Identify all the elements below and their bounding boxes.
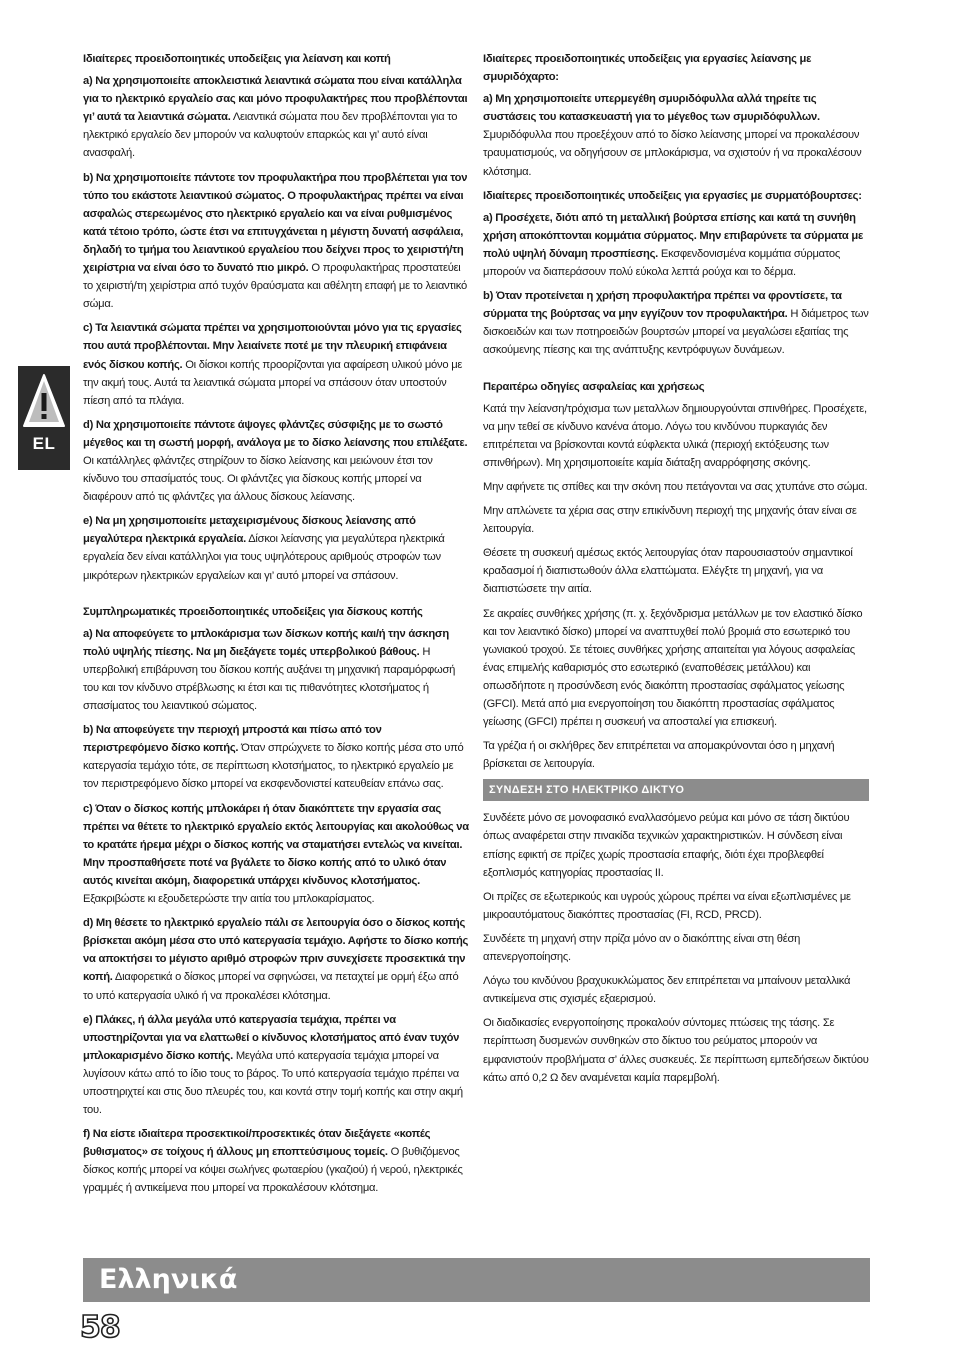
- section-heading: Περαιτέρω οδηγίες ασφαλείας και χρήσεως: [483, 380, 705, 393]
- instruction-item: c) Όταν ο δίσκος κοπής μπλοκάρει ή όταν διακόπτετε την εργασία σας πρέπει να θέτετε το ηλεκτρικό εργαλείο εκτός λειτουργίας και ακολούθως να το κρατάτε ήρεμα μέχρι ο δίσκος κοπής να σταματήσει εντελώς να κινείται. Μην προσπαθήσετε ποτέ να βγάλετε το δίσκο κοπής από το υλικό όταν αυτός κινείται ακόμη, διαφορετικά υπάρχει κίνδυνος κλοτσήματος. Εξακριβώστε κι εξουδετερώστε την αιτία του μπλοκαρίσματος.: [83, 802, 469, 906]
- instruction-item: a) Προσέχετε, διότι από τη μεταλλική βούρτσα επίσης και κατά τη συνήθη χρήση αποκόπτονται κομμάτια σύρματος. Μην επιβαρύνετε τα σύρματα με πολύ υψηλή δύναμη προσπίεσης. Εκσφενδονισμένα κομμάτια σύρματος μπορούν να διαπεράσουν πολύ εύκολα λεπτά ρούχα και το δέρμα.: [483, 211, 864, 279]
- paragraph: Συνδέετε τη μηχανή στην πρίζα μόνο αν ο διακόπτης είναι στη θέση απενεργοποίησης.: [483, 932, 801, 964]
- instruction-item: b) Να χρησιμοποιείτε πάντοτε τον προφυλακτήρα που προβλέπεται για τον τύπο του εκάστοτε λειαντικού σώματος. Ο προφυλακτήρας πρέπει να είναι ασφαλώς στερεωμένος στο ηλεκτρικό εργαλείο και να είναι ρυθμισμένος κατά τέτοιο τρόπο, ώστε έτσι να επιτυγχάνεται η μέγιστη δυνατή ασφάλεια, δηλαδή το τμήμα του λειαντικού εργαλείου που δείχνει προς το χειριστή/τη χειρίστρια να είναι όσο το δυνατό πιο μικρό. Ο προφυλακτήρας προστατεύει το χειριστή/τη χειρίστρια από τυχόν θραύσματα και αθέλητη επαφή με το λειαντικό σώμα.: [83, 171, 468, 311]
- right-column: [483, 50, 869, 1093]
- language-code: EL: [32, 434, 56, 453]
- instruction-item: e) Πλάκες, ή άλλα μεγάλα υπό κατεργασία τεμάχια, πρέπει να υποστηρίζονται για να ελαττωθεί ο κίνδυνος κλοτσήματος από έναν τυχόν μπλοκαρισμένο δίσκο κοπής. Μεγάλα υπό κατεργασία τεμάχια μπορεί να λυγίσουν κάτω από το ίδιο τους το βάρος. Το υπό κατεργασία τεμάχιο πρέπει να υποστηριχτεί και στις δυο πλευρές του, και κοντά στην τομή κοπής και στην ακμή του.: [83, 1013, 463, 1117]
- paragraph: Μην απλώνετε τα χέρια σας στην επικίνδυνη περιοχή της μηχανής όταν είναι σε λειτουργία.: [483, 505, 857, 536]
- section-heading: Ιδιαίτερες προειδοποιητικές υποδείξεις για εργασίες λείανσης με σμυριδόχαρτο:: [483, 53, 812, 84]
- instruction-item: d) Να χρησιμοποιείτε πάντοτε άψογες φλάντζες σύσφιξης με το σωστό μέγεθος και τη σωστή μορφή, ανάλογα με το δίσκο λείανσης που επιλέξατε. Οι κατάλληλες φλάντζες στηρίζουν το δίσκο λείανσης και μειώνουν έτσι τον κίνδυνο του σπασίματός τους. Οι φλάντζες για δίσκους κοπής μπορεί να διαφέρουν από τις φλάντζες για άλλους δίσκους λείανσης.: [83, 418, 468, 504]
- left-column: [83, 50, 469, 1204]
- paragraph: Κατά την λείανση/τρόχισμα των μεταλλων δημιουργούνται σπινθήρες. Προσέχετε, να μην τεθεί σε κίνδυνο κανένα άτομο. Λόγω του κινδύνου πυρκαγιάς δεν επιτρέπεται να βρίσκονται κοντά εύφλεκτα υλικά (περιοχή εκτόξευσης των σπινθήρων). Μη χρησιμοποιείτε καμία διάταξη αναρρόφησης σκόνης.: [483, 402, 867, 469]
- paragraph: Οι πρίζες σε εξωτερικούς και υγρούς χώρους πρέπει να είναι εξωπλισμένες με μικροαυτόματους διακόπτες προστασίας (FI, RCD, PRCD).: [483, 890, 851, 921]
- warning-icon: [22, 372, 66, 428]
- language-title: Ελληνικά: [99, 1264, 238, 1295]
- section-heading: Ιδιαίτερες προειδοποιητικές υποδείξεις για λείανση και κοπή: [83, 53, 391, 65]
- section-heading: Συμπληρωματικές προειδοποιητικές υποδείξεις για δίσκους κοπής: [83, 605, 423, 618]
- paragraph: Λόγω του κινδύνου βραχυκυκλώματος δεν επιτρέπεται να μπαίνουν μεταλλικά αντικείμενα στις σχισμές εξαερισμού.: [483, 975, 851, 1006]
- paragraph: Μην αφήνετε τις σπίθες και την σκόνη που πετάγονται να σας χτυπάνε στο σώμα.: [483, 480, 868, 493]
- instruction-item: f) Να είστε ιδιαίτερα προσεκτικοί/προσεκτικές όταν διεξάγετε «κοπές βυθισματος» σε τοίχους ή άλλους μη εποπτεύσιμους τομείς. Ο βυθιζόμενος δίσκος κοπής μπορεί να κόψει σωλήνες φωταερίου (γκαζιού) ή νερού, ηλεκτρικές γραμμές ή αντικείμενα που μπορεί να προκαλέσουν κλότσημα.: [83, 1128, 463, 1195]
- paragraph: Σε ακραίες συνθήκες χρήσης (π. χ. ξεχόνδρισμα μετάλλων με τον ελαστικό δίσκο και τον λειαντικό δίσκο) μπορεί να αναπτυχθεί πολύ βρομιά στο εσωτερικό του γωνιακού τροχού. Σε τέτοιες συνθήκες χρήσης απαιτείται για λόγους ασφαλείας ένας επιμελής καθαρισμός στο εσωτερικό (εναποθέσεις μετάλλου) και οπωσδήποτε η προσύνδεση ενός διακόπτη προστασίας σφάλματος γείωσης (GFCI). Μετά από μια ενεργοποίηση του διακόπτη προστασίας σφάλματος γείωσης (GFCI) πρέπει η συσκευή να αποσταλεί για επισκευή.: [483, 607, 863, 729]
- instruction-item: a) Να χρησιμοποιείτε αποκλειστικά λειαντικά σώματα που είναι κατάλληλα για το ηλεκτρικό εργαλείο σας και μόνο προφυλακτήρες που προβλέπονται γι’ αυτά τα λειαντικά σώματα. Λειαντικά σώματα που δεν προβλέπονται για το ηλεκτρικό εργαλείο δεν μπορούν να καλυφτούν επαρκώς και γι’ αυτό είναι ανασφαλή.: [83, 75, 468, 160]
- section-heading: Ιδιαίτερες προειδοποιητικές υποδείξεις για εργασίες με συρματόβουρτσες:: [483, 189, 862, 202]
- instruction-item: a) Μη χρησιμοποιείτε υπερμεγέθη σμυριδόφυλλα αλλά τηρείτε τις συστάσεις του κατασκευαστή για το μέγεθος των σμυριδόφυλλων. Σμυριδόφυλλα που προεξέχουν από το δίσκο λείανσης μπορεί να προκαλέσουν τραυματισμούς, να οδηγήσουν σε μπλοκάρισμα, να σχιστούν ή να προκαλέσουν κλότσημα.: [483, 93, 862, 178]
- instruction-item: b) Να αποφεύγετε την περιοχή μπροστά και πίσω από τον περιστρεφόμενο δίσκο κοπής. Όταν σπρώχνετε το δίσκο κοπής μέσα στο υπό κατεργασία τεμάχιο τότε, σε περίπτωση κλοτσήματος, το ηλεκτρικό εργαλείο με τον περιστρεφόμενο δίσκο μπορεί να εκσφενδονιστεί κατευθείαν επάνω σας.: [83, 724, 464, 791]
- paragraph: Οι διαδικασίες ενεργοποίησης προκαλούν σύντομες πτώσεις της τάσης. Σε περίπτωση δυσμενών συνθηκών στο δίκτυο του ρεύματος μπορούν να εμφανιστούν προβλήματα σ’ άλλες συσκευές. Σε περίπτωση εμπεδήσεων δικτύου κάτω από 0,2 Ω δεν αναμένεται καμία παρεμβολή.: [483, 1017, 869, 1084]
- side-language-tab: [18, 366, 70, 470]
- language-footer-bar: [83, 1258, 870, 1302]
- instruction-item: d) Μη θέσετε το ηλεκτρικό εργαλείο πάλι σε λειτουργία όσο ο δίσκος κοπής βρίσκεται ακόμη μέσα στο υπό κατεργασία τεμάχιο. Αφήστε το δίσκο κοπής να αποκτήσει το μέγιστο αριθμό στροφών πριν συνεχίσετε προσεκτικά την κοπή. Διαφορετικά ο δίσκος μπορεί να σφηνώσει, να πεταχτεί με ορμή έξω από το υπό κατεργασία υλικό ή να προκαλέσει κλότσημα.: [83, 917, 469, 1002]
- instruction-item: a) Να αποφεύγετε το μπλοκάρισμα των δίσκων κοπής και/ή την άσκηση πολύ υψηλής πίεσης. Να μη διεξάγετε τομές υπερβολικού βάθους. Η υπερβολική επιβάρυνση του δίσκου κοπής αυξάνει τη μηχανική παραμόρφωσή του και τον κίνδυνο στρέβλωσης κι έτσι και τις πιθανότητες κλοτσήματος ή σπασίματος του λειαντικού σώματος.: [83, 627, 456, 713]
- instruction-item: c) Τα λειαντικά σώματα πρέπει να χρησιμοποιούνται μόνο για τις εργασίες που αυτά προβλέπονται. Μην λειαίνετε ποτέ με την πλευρική επιφάνεια ενός δίσκου κοπής. Οι δίσκοι κοπής προορίζονται για αφαίρεση υλικού μόνο με την ακμή τους. Αυτά τα λειαντικά σώματα μπορεί να σπάσουν όταν υποστούν πίεση από τα πλάγια.: [83, 322, 463, 407]
- paragraph: Θέσετε τη συσκευή αμέσως εκτός λειτουργίας όταν παρουσιαστούν σημαντικοί κραδασμοί ή διαπιστωθούν άλλα ελαττώματα. Ελέγξτε τη μηχανή, για να διαπιστώσετε την αιτία.: [483, 547, 853, 596]
- instruction-item: e) Να μη χρησιμοποιείτε μεταχειρισμένους δίσκους λείανσης από μεγαλύτερα ηλεκτρικά εργαλεία. Δίσκοι λείανσης για μεγαλύτερα ηλεκτρικά εργαλεία δεν είναι κατάλληλοι για τους υψηλότερους αριθμούς στροφών των μικρότερων ηλεκτρικών εργαλείων και γι’ αυτό μπορεί να σπάσουν.: [83, 515, 445, 582]
- page-number: 58: [80, 1310, 120, 1345]
- section-title-bar: ΣΥΝΔΕΣΗ ΣΤΟ ΗΛΕΚΤΡΙΚΟ ΔΙΚΤΥΟ: [483, 779, 869, 801]
- paragraph: Συνδέετε μόνο σε μονοφασικό εναλλασόμενο ρεύμα και μόνο σε τάση δικτύου όπως αναφέρεται στην πινακίδα τεχνικών χαρακτηριστικών. Η σύνδεση είναι επίσης εφικτή σε πρίζες χωρίς προστασία επαφής, διότι έχει προβλεφθεί εξοπλισμός κατηγορίας προστασίας II.: [483, 812, 850, 879]
- instruction-item: b) Όταν προτείνεται η χρήση προφυλακτήρα πρέπει να φροντίσετε, τα σύρματα της βούρτσας να μην εγγίζουν τον προφυλακτήρα. Η διάμετρος των δισκοειδών και των ποτηροειδών βουρτσών μπορεί να μεγαλώσει εξαιτίας της ασκούμενης πίεσης και της ανάπτυξης κεντρόφυγων δυνάμεων.: [483, 290, 869, 357]
- paragraph: Τα γρέζια ή οι σκλήθρες δεν επιτρέπεται να απομακρύνονται όσο η μηχανή βρίσκεται σε λειτουργία.: [483, 740, 835, 771]
